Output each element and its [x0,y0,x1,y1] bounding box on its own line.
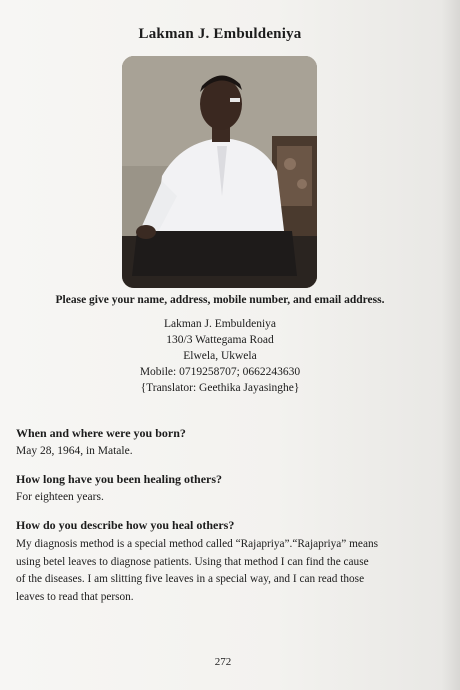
answer-healing-duration: For eighteen years. [16,491,104,503]
page-number: 272 [214,656,232,668]
paragraph-line: leaves to read that person. [16,590,134,603]
address-line: Elwela, Ukwela [183,350,257,362]
question-healing-method: How do you describe how you heal others? [16,518,235,532]
address-line: Mobile: 0719258707; 0662243630 [139,366,301,378]
portrait-photo [122,56,317,288]
question-birth: When and where were you born? [16,426,186,440]
contact-prompt: Please give your name, address, mobile number, and email address. [55,294,385,306]
answer-healing-method [16,536,450,606]
question-healing-duration: How long have you been healing others? [16,472,223,486]
answer-birth: May 28, 1964, in Matale. [16,445,133,457]
address-line: Lakman J. Embuldeniya [163,318,277,330]
paragraph-line: using betel leaves to diagnose patients. Using that method I can find the cause [16,555,369,568]
paragraph-line: My diagnosis method is a special method called “Rajapriya”.“Rajapriya” means [16,538,379,550]
paragraph-line: of the diseases. I am slitting five leaves in a special way, and I can read those [16,573,365,585]
portrait-icon [122,56,317,288]
address-line: 130/3 Wattegama Road [166,334,274,346]
address-line: {Translator: Geethika Jayasinghe} [140,382,300,394]
address-block [0,316,440,396]
page-title: Lakman J. Embuldeniya [138,26,302,42]
